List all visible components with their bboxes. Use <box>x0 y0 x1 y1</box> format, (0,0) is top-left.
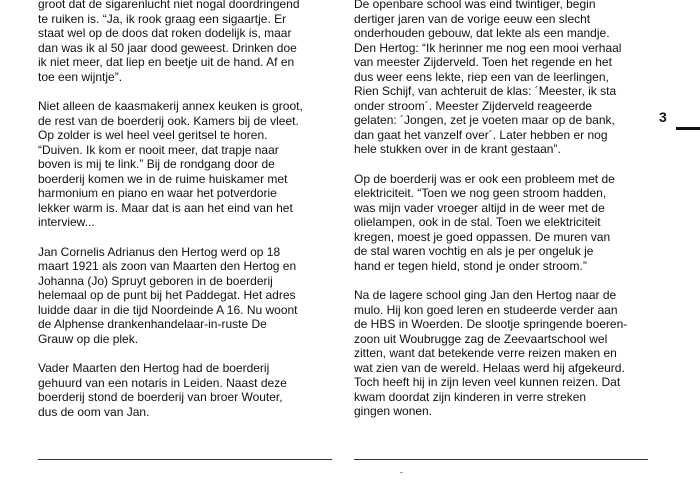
text-line: de Alphense drankenhandelaar-in-ruste De <box>38 317 267 331</box>
page-number: 3 <box>659 109 667 125</box>
text-line: boerderij komen we in de ruime huiskamer met <box>38 171 288 186</box>
paragraph <box>38 245 338 347</box>
text-line: hele stukken over in de krant gestaan”. <box>354 142 561 156</box>
text-line: dus de oom van Jan. <box>38 404 150 419</box>
text-line: Op de boerderij was er ook een probleem met de <box>354 171 615 186</box>
text-line: dus weer eens lekte, riep een van de leerlingen, <box>354 69 609 84</box>
text-line: olielampen, ook in de stal. Toen we elektriciteit <box>354 215 601 229</box>
text-line: mulo. Hij kon goed leren en studeerde verder aan <box>354 302 618 317</box>
text-line: elektriciteit. “Toen we nog geen stroom hadden, <box>354 186 607 200</box>
text-line: gelaten: ´Jongen, zet je voeten maar op de bank, <box>354 113 615 127</box>
right-column <box>354 0 648 434</box>
text-line: Op zolder is wel heel veel geritsel te horen. <box>38 128 268 142</box>
text-line: gingen wonen. <box>354 404 433 418</box>
text-line: ik niet meer, dat liep en beetje uit de hand. Af en <box>38 55 295 69</box>
text-line: Vader Maarten den Hertog had de boerderij <box>38 361 270 375</box>
text-line: interview... <box>38 215 95 229</box>
text-line: zitten, want dat betekende verre reizen maken en <box>354 346 617 360</box>
text-line: onderhouden gebouw, dat lekte als een mandje. <box>354 26 610 40</box>
text-line: boven is mij te link.” Bij de rondgang door de <box>38 157 275 171</box>
text-line: wat zien van de wereld. Helaas werd hij afgekeurd. <box>354 360 625 375</box>
footer-rule-left <box>38 459 332 460</box>
text-line: Rien Schijf, van achteruit de klas: ´Meester, ik sta <box>354 84 617 98</box>
text-line: helemaal op de punt bij het Paddegat. Het adres <box>38 288 296 302</box>
page-tab-bar <box>676 127 700 130</box>
text-line: Grauw op die plek. <box>38 331 139 346</box>
text-line: “Duiven. Ik kom er nooit meer, dat trapje naar <box>38 142 279 157</box>
paragraph <box>38 361 338 419</box>
text-line: toe een wijntje”. <box>38 69 123 84</box>
text-line: boerderij stond de boerderij van broer Wouter, <box>38 390 283 404</box>
paragraph <box>38 0 338 84</box>
paragraph <box>354 0 648 157</box>
text-line: Niet alleen de kaasmakerij annex keuken is groot, <box>38 99 303 113</box>
text-line: staat wel op de doos dat roken dodelijk is, maar <box>38 26 292 40</box>
text-line: Jan Cornelis Adrianus den Hertog werd op 18 <box>38 244 281 259</box>
footer-rule-right <box>354 459 648 460</box>
text-line: Na de lagere school ging Jan den Hertog naar de <box>354 288 617 302</box>
text-line: groot dat de sigarenlucht niet nogal doordringend <box>38 0 300 11</box>
text-line: luidde daar in die tijd Noordeinde A 16. Nu woont <box>38 302 298 317</box>
text-line: maart 1921 als zoon van Maarten den Hertog en <box>38 259 297 273</box>
text-line: de HBS in Woerden. De slootje springende boeren- <box>354 317 628 331</box>
text-line: dan gaat het vanzelf over´. Later hebben er nog <box>354 127 608 142</box>
text-line: kwam doordat zijn kinderen in verre streken <box>354 389 587 404</box>
text-line: de stal waren vochtig en als je per ongeluk je <box>354 244 594 258</box>
paragraph <box>354 172 648 274</box>
paragraph <box>38 99 338 230</box>
scan-speck <box>400 472 403 473</box>
text-line: harmonium en piano en waar het potverdorie <box>38 186 277 200</box>
text-line: kregen, moest je goed oppassen. De muren van <box>354 229 611 244</box>
text-line: Johanna (Jo) Spruyt geboren in de boerderij <box>38 273 273 288</box>
text-line: zoon uit Woubrugge zag de Zeevaartschool wel <box>354 331 608 346</box>
text-line: lekker warm is. Maar dat is aan het eind van het <box>38 200 293 215</box>
text-line: gehuurd van een notaris in Leiden. Naast deze <box>38 375 287 390</box>
text-line: hand er tegen hield, stond je onder stroom.” <box>354 258 587 273</box>
text-line: dan was ik al 50 jaar dood geweest. Drinken doe <box>38 40 297 55</box>
left-column <box>38 0 338 434</box>
text-line: dertiger jaren van de vorige eeuw een slecht <box>354 11 591 26</box>
text-line: De openbare school was eind twintiger, begin <box>354 0 596 11</box>
text-line: Toch heeft hij in zijn leven veel kunnen reizen. Dat <box>354 375 621 389</box>
text-line: Den Hertog: “Ik herinner me nog een mooi verhaal <box>354 40 622 55</box>
text-line: was mijn vader vroeger altijd in de weer met de <box>354 200 605 215</box>
paragraph <box>354 288 648 419</box>
text-line: te ruiken is. “Ja, ik rook graag een sigaartje. Er <box>38 11 287 26</box>
text-line: de rest van de boerderij ook. Kamers bij de vleet. <box>38 113 299 128</box>
text-line: onder stroom´. Meester Zijderveld reageerde <box>354 98 593 113</box>
text-line: van meester Zijderveld. Toen het regende en het <box>354 55 612 69</box>
